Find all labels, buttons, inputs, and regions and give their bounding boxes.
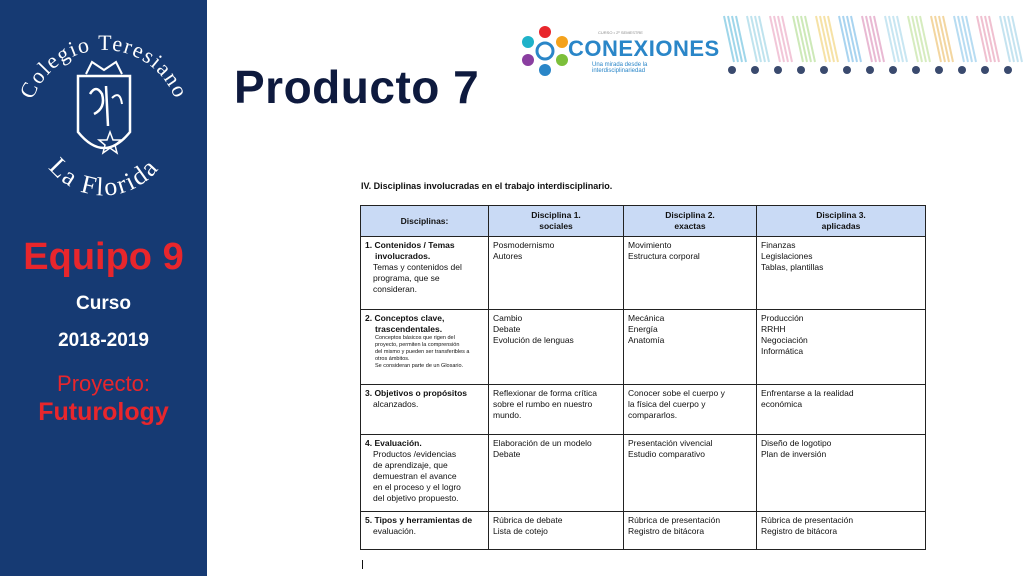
document-heading: IV. Disciplinas involucradas en el trabajo interdisciplinario. bbox=[361, 181, 613, 191]
table-row bbox=[361, 310, 926, 385]
svg-text:La Florida bbox=[43, 152, 164, 202]
seal-top-text: Colegio Teresiano bbox=[14, 29, 194, 103]
header-disciplinas: Disciplinas: bbox=[361, 206, 489, 237]
row-heading: 3. Objetivos o propósitos alcanzados. bbox=[361, 385, 489, 435]
header-disciplina-3: Disciplina 3. aplicadas bbox=[757, 206, 926, 237]
course-label: Curso bbox=[76, 293, 131, 314]
conexiones-logo bbox=[520, 22, 720, 80]
logo-subtitle: Una mirada desde la interdisciplinariedad bbox=[592, 62, 648, 74]
cursor-marker bbox=[362, 560, 363, 569]
table-cell-discipline-2: Movimiento Estructura corporal bbox=[624, 237, 757, 310]
seal-bottom-text: La Florida bbox=[43, 151, 165, 202]
row-heading: 2. Conceptos clave, trascendentales. Conceptos básicos que rigen del proyecto, permiten la comprensión del mismo y pueden ser transferibles a otros ámbitos. Se consideran parte de un Glosario. bbox=[361, 310, 489, 385]
conexiones-emblem-icon bbox=[520, 22, 570, 80]
table-cell-discipline-1: Cambio Debate Evolución de lenguas bbox=[489, 310, 624, 385]
header-disciplina-2: Disciplina 2. exactas bbox=[624, 206, 757, 237]
table-cell-discipline-3: Finanzas Legislaciones Tablas, plantillas bbox=[757, 237, 926, 310]
table-cell-discipline-3: Producción RRHH Negociación Informática bbox=[757, 310, 926, 385]
table-cell-discipline-3: Enfrentarse a la realidad económica bbox=[757, 385, 926, 435]
table-row bbox=[361, 385, 926, 435]
sidebar bbox=[0, 0, 207, 576]
table-cell-discipline-1: Elaboración de un modelo Debate bbox=[489, 435, 624, 512]
course-year: 2018-2019 bbox=[58, 330, 149, 351]
table-cell-discipline-1: Posmodernismo Autores bbox=[489, 237, 624, 310]
table-cell-discipline-1: Reflexionar de forma crítica sobre el rumbo en nuestro mundo. bbox=[489, 385, 624, 435]
svg-text:Colegio Teresiano bbox=[14, 30, 194, 102]
team-name: Equipo 9 bbox=[23, 236, 184, 278]
table-cell-discipline-1: Rúbrica de debate Lista de cotejo bbox=[489, 512, 624, 550]
project-label: Proyecto: bbox=[57, 371, 150, 396]
logo-tagline-small: CURSO • 2º SEMESTRE bbox=[598, 30, 643, 35]
slide-title: Producto 7 bbox=[234, 61, 480, 113]
table-cell-discipline-2: Conocer sobe el cuerpo y la física del cuerpo y compararlos. bbox=[624, 385, 757, 435]
school-seal-logo bbox=[6, 14, 200, 224]
disciplines-table bbox=[360, 205, 926, 550]
table-header-row bbox=[361, 206, 926, 237]
table-cell-discipline-3: Rúbrica de presentación Registro de bitácora bbox=[757, 512, 926, 550]
project-name: Futurology bbox=[38, 398, 169, 426]
logo-name: CONEXIONES bbox=[568, 36, 720, 61]
table-cell-discipline-2: Mecánica Energía Anatomía bbox=[624, 310, 757, 385]
row-heading: 5. Tipos y herramientas de evaluación. bbox=[361, 512, 489, 550]
row-heading: 1. Contenidos / Temas involucrados. Temas y contenidos del programa, que se consideran. bbox=[361, 237, 489, 310]
table-cell-discipline-2: Presentación vivencial Estudio comparativo bbox=[624, 435, 757, 512]
decorative-stripes bbox=[718, 12, 1024, 80]
table-row bbox=[361, 435, 926, 512]
table-row bbox=[361, 512, 926, 550]
table-cell-discipline-2: Rúbrica de presentación Registro de bitácora bbox=[624, 512, 757, 550]
table-cell-discipline-3: Diseño de logotipo Plan de inversión bbox=[757, 435, 926, 512]
row-heading: 4. Evaluación. Productos /evidencias de aprendizaje, que demuestran el avance en el proceso y el logro del objetivo propuesto. bbox=[361, 435, 489, 512]
table-row bbox=[361, 237, 926, 310]
header-disciplina-1: Disciplina 1. sociales bbox=[489, 206, 624, 237]
